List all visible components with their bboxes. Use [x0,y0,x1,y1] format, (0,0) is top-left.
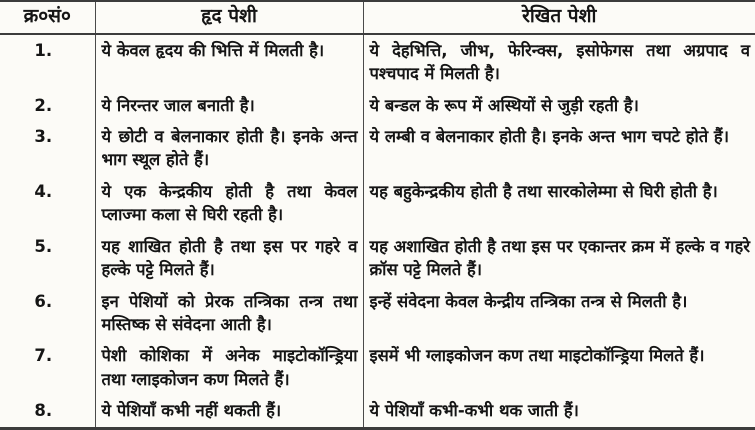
table-row [0,231,755,286]
serial-cell: 2. [34,95,53,115]
serial-cell: 7. [34,346,53,366]
table-row [0,121,755,176]
table-row [0,395,755,428]
serial-cell: 1. [34,40,53,60]
header-serial-number: क्र०सं० [0,1,95,34]
table-row [0,34,755,90]
striated-cell: ये बन्डल के रूप में अस्थियों से जुड़ी रहती है। [363,90,755,121]
header-row [0,1,755,34]
cardiac-cell: ये निरन्तर जाल बनाती है। [95,90,363,121]
cardiac-cell: यह शाखित होती है तथा इस पर गहरे व हल्के पट्टे मिलते हैं। [95,231,363,286]
striated-cell: ये पेशियाँ कभी-कभी थक जाती हैं। [363,395,755,428]
cardiac-cell: ये एक केन्द्रकीय होती है तथा केवल प्लाज्मा कला से घिरी रहती है। [95,176,363,231]
table-row [0,176,755,231]
striated-cell: यह बहुकेन्द्रकीय होती है तथा सारकोलेम्मा से घिरी होती है। [363,176,755,231]
striated-cell: इसमें भी ग्लाइकोजन कण तथा माइटोकॉन्ड्रिया मिलते हैं। [363,340,755,395]
table-row [0,90,755,121]
table-row [0,286,755,341]
striated-cell: यह अशाखित होती है तथा इस पर एकान्तर क्रम में हल्के व गहरे क्रॉस पट्टे मिलते हैं। [363,231,755,286]
cardiac-cell: ये छोटी व बेलनाकार होती है। इनके अन्त भाग स्थूल होते हैं। [95,121,363,176]
serial-cell: 4. [34,181,53,201]
cardiac-cell: पेशी कोशिका में अनेक माइटोकॉन्ड्रिया तथा ग्लाइकोजन कण मिलते हैं। [95,340,363,395]
striated-cell: ये लम्बी व बेलनाकार होती है। इनके अन्त भाग चपटे होते हैं। [363,121,755,176]
striated-cell: ये देहभित्ति, जीभ, फेरिन्क्स, इसोफेगस तथा अग्रपाद व पश्चपाद में मिलती है। [363,34,755,90]
serial-cell: 5. [34,236,53,256]
cardiac-cell: इन पेशियों को प्रेरक तन्त्रिका तन्त्र तथा मस्तिष्क से संवेदना आती है। [95,286,363,341]
header-striated-muscle: रेखित पेशी [363,1,755,34]
cardiac-cell: ये पेशियाँ कभी नहीं थकती हैं। [95,395,363,428]
striated-cell: इन्हें संवेदना केवल केन्द्रीय तन्त्रिका तन्त्र से मिलती है। [363,286,755,341]
cardiac-cell: ये केवल हृदय की भित्ति में मिलती है। [95,34,363,90]
serial-cell: 6. [34,291,53,311]
header-cardiac-muscle: हृद पेशी [95,1,363,34]
serial-cell: 3. [34,127,53,147]
serial-cell: 8. [34,401,53,421]
table-row [0,340,755,395]
